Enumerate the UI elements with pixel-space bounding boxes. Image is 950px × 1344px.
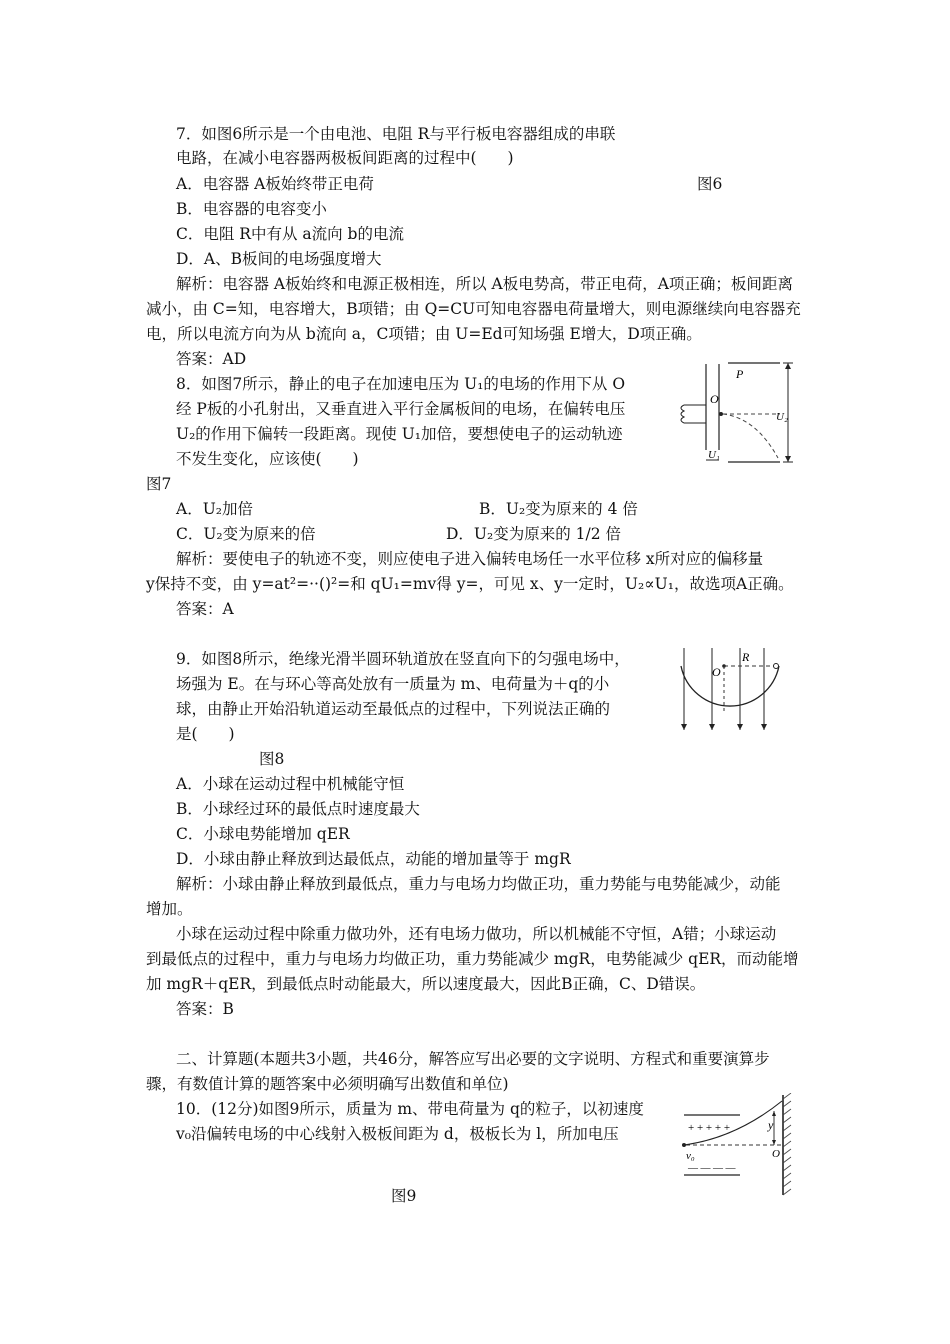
fig9-o-label: O bbox=[772, 1148, 780, 1160]
q10-stem-line1: 10．(12分)如图9所示，质量为 m、带电荷量为 q的粒子，以初速度 bbox=[176, 1100, 644, 1118]
q10-stem-line2: v₀沿偏转电场的中心线射入极板间距为 d，极板长为 l，所加电压 bbox=[176, 1125, 619, 1143]
q9-solution-line2: 增加。 bbox=[146, 900, 193, 918]
fig8-r-label: R bbox=[742, 650, 750, 664]
q7-solution-line2: 减小，由 C=知，电容增大，B项错；由 Q=CU可知电容器电荷量增大，则电源继续向电容器充 bbox=[146, 300, 801, 318]
q7-solution-line3: 电，所以电流方向为从 b流向 a，C项错；由 U=Ed可知场强 E增大，D项正确。 bbox=[146, 325, 702, 343]
q8-option-a: A．U₂加倍 bbox=[176, 500, 253, 518]
q8-option-b: B．U₂变为原来的 4 倍 bbox=[479, 500, 638, 518]
q7-option-a: A．电容器 A板始终带正电荷 bbox=[176, 175, 374, 193]
q8-solution-line2: y保持不变，由 y=at²=··()²=和 qU₁=mv得 y=，可见 x、y一定时，U₂∝U₁，故选项A正确。 bbox=[146, 575, 794, 593]
fig7-o-label: O bbox=[710, 392, 719, 406]
q8-stem-line2: 经 P板的小孔射出，又垂直进入平行金属板间的电场，在偏转电压 bbox=[176, 400, 626, 418]
fig9-positive-plate: + + + + + bbox=[688, 1122, 731, 1134]
fig9-y-label: y bbox=[768, 1118, 774, 1132]
q8-solution-line1: 解析：要使电子的轨迹不变，则应使电子进入偏转电场任一水平位移 x所对应的偏移量 bbox=[176, 550, 764, 568]
section2-heading-line1: 二、计算题(本题共3小题，共46分，解答应写出必要的文字说明、方程式和重要演算步 bbox=[176, 1050, 770, 1068]
q9-option-b: B．小球经过环的最低点时速度最大 bbox=[176, 800, 420, 818]
q7-solution-line1: 解析：电容器 A板始终和电源正极相连，所以 A板电势高，带正电荷，A项正确；板间距离 bbox=[176, 275, 793, 293]
q9-stem-line2: 场强为 E。在与环心等高处放有一质量为 m、电荷量为＋q的小 bbox=[176, 675, 610, 693]
fig7-p-label: P bbox=[736, 367, 744, 381]
q7-option-d: D．A、B板间的电场强度增大 bbox=[176, 250, 382, 268]
fig7-u1-label: U₁ bbox=[708, 449, 720, 461]
q7-figure-label: 图6 bbox=[697, 175, 723, 193]
q9-answer: 答案：B bbox=[176, 1000, 234, 1018]
q8-option-d: D．U₂变为原来的 1/2 倍 bbox=[446, 525, 622, 543]
q7-answer: 答案：AD bbox=[176, 350, 247, 368]
q9-stem-line4: 是( ) bbox=[176, 725, 235, 743]
q9-solution-line4: 到最低点的过程中，重力与电场力均做正功，重力势能减少 mgR，电势能减少 qER，而动能增 bbox=[146, 950, 799, 968]
q9-solution-line1: 解析：小球由静止释放到最低点，重力与电场力均做正功，重力势能与电势能减少，动能 bbox=[176, 875, 781, 893]
q9-figure-label: 图8 bbox=[259, 750, 285, 768]
q7-option-b: B．电容器的电容变小 bbox=[176, 200, 327, 218]
q8-answer: 答案：A bbox=[176, 600, 234, 618]
q7-option-c: C．电阻 R中有从 a流向 b的电流 bbox=[176, 225, 404, 243]
q9-solution-line5: 加 mgR＋qER，到最低点时动能最大，所以速度最大，因此B正确，C、D错误。 bbox=[146, 975, 706, 993]
q8-stem-line1: 8．如图7所示，静止的电子在加速电压为 U₁的电场的作用下从 O bbox=[176, 375, 626, 393]
q7-stem-line1: 7．如图6所示是一个由电池、电阻 R与平行板电容器组成的串联 bbox=[176, 125, 616, 143]
q9-option-c: C．小球电势能增加 qER bbox=[176, 825, 350, 843]
section2-heading-line2: 骤，有数值计算的题答案中必须明确写出数值和单位) bbox=[146, 1075, 509, 1093]
q9-stem-line3: 球，由静止开始沿轨道运动至最低点的过程中，下列说法正确的 bbox=[176, 700, 611, 718]
figure-7-diagram bbox=[676, 358, 801, 468]
figure-8-diagram bbox=[676, 644, 796, 740]
fig9-negative-plate: — — — — bbox=[688, 1163, 736, 1174]
q10-figure-label: 图9 bbox=[391, 1187, 417, 1205]
fig9-v0-label: v₀ bbox=[686, 1150, 695, 1162]
fig7-u2-label: U₂ bbox=[776, 411, 788, 423]
q9-solution-line3: 小球在运动过程中除重力做功外，还有电场力做功，所以机械能不守恒，A错；小球运动 bbox=[176, 925, 777, 943]
figure-9-diagram bbox=[676, 1093, 800, 1199]
q7-stem-line2: 电路，在减小电容器两极板间距离的过程中( ) bbox=[176, 149, 514, 167]
q8-stem-line4: 不发生变化，应该使( ) bbox=[176, 450, 359, 468]
q8-option-c: C．U₂变为原来的倍 bbox=[176, 525, 316, 543]
q9-option-d: D．小球由静止释放到达最低点，动能的增加量等于 mgR bbox=[176, 850, 571, 868]
q9-stem-line1: 9．如图8所示，绝缘光滑半圆环轨道放在竖直向下的匀强电场中， bbox=[176, 650, 630, 668]
q8-figure-label: 图7 bbox=[146, 475, 172, 493]
q8-stem-line3: U₂的作用下偏转一段距离。现使 U₁加倍，要想使电子的运动轨迹 bbox=[176, 425, 623, 443]
q9-option-a: A．小球在运动过程中机械能守恒 bbox=[176, 775, 405, 793]
fig8-o-label: O bbox=[712, 665, 721, 679]
